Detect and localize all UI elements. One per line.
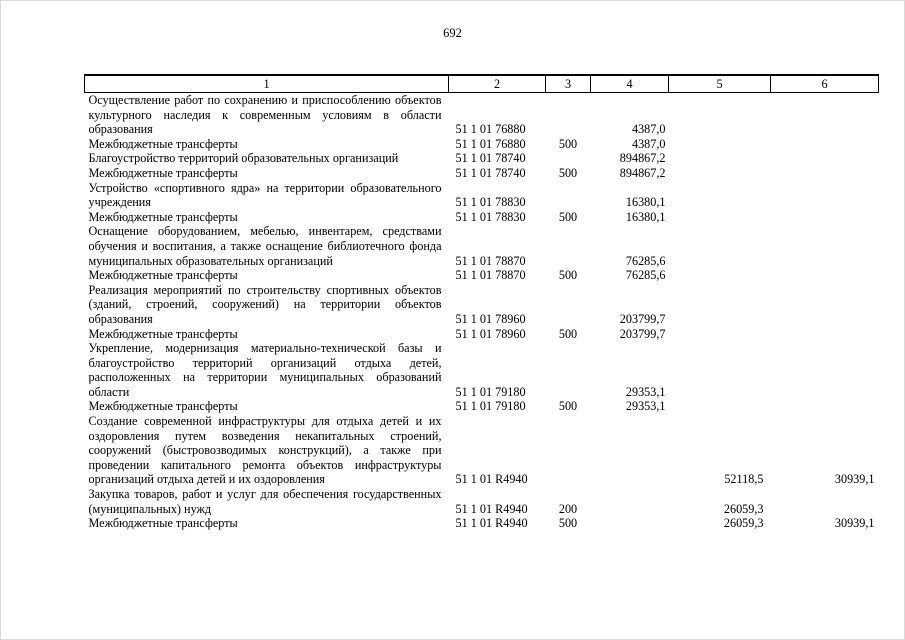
row-expense-type-code bbox=[546, 181, 591, 210]
row-description: Межбюджетные трансферты bbox=[88, 326, 238, 341]
row-expense-type-code: 500 bbox=[558, 326, 578, 341]
row-expense-type-code: 500 bbox=[558, 165, 578, 180]
table-row bbox=[85, 224, 879, 268]
row-budget-code: 51 1 01 79180 bbox=[455, 399, 526, 414]
row-amount-col5 bbox=[669, 327, 771, 342]
row-description: Создание современной инфраструктуры для отдыха детей и их оздоровления путем возведения некапитальных строений, сооружений (быстровозводимых конструкций), а также при проведении капитального ремонта объектов инфраструктуры организаций отдыха детей и их оздоровления bbox=[88, 414, 442, 487]
row-description: Реализация мероприятий по строительству спортивных объектов (зданий, строений, сооружений) на территории объектов образования bbox=[88, 282, 442, 326]
table-row bbox=[85, 268, 879, 283]
row-budget-code: 51 1 01 79180 bbox=[455, 384, 526, 399]
row-expense-type-code bbox=[546, 341, 591, 399]
row-amount-col5 bbox=[669, 137, 771, 152]
row-amount-col6 bbox=[771, 151, 879, 166]
table-row bbox=[85, 327, 879, 342]
row-description: Межбюджетные трансферты bbox=[88, 165, 238, 180]
row-description: Устройство «спортивного ядра» на территории образовательного учреждения bbox=[88, 180, 442, 210]
row-amount-col5: 52118,5 bbox=[724, 472, 764, 487]
budget-table bbox=[84, 74, 879, 531]
column-header-5: 5 bbox=[669, 75, 771, 93]
row-amount-col6 bbox=[771, 224, 879, 268]
row-amount-col5 bbox=[669, 93, 771, 137]
row-budget-code: 51 1 01 78830 bbox=[455, 195, 526, 210]
row-expense-type-code: 500 bbox=[558, 399, 578, 414]
row-expense-type-code bbox=[546, 414, 591, 487]
row-budget-code: 51 1 01 78960 bbox=[455, 326, 526, 341]
column-header-1: 1 bbox=[85, 75, 449, 93]
table-row bbox=[85, 166, 879, 181]
row-expense-type-code bbox=[546, 224, 591, 268]
row-amount-col6 bbox=[771, 181, 879, 210]
row-amount-col6 bbox=[771, 166, 879, 181]
row-amount-col4: 4387,0 bbox=[631, 122, 666, 137]
row-budget-code: 51 1 01 78740 bbox=[455, 165, 526, 180]
row-description: Благоустройство территорий образовательных организаций bbox=[88, 151, 399, 166]
row-amount-col6 bbox=[771, 487, 879, 516]
row-expense-type-code bbox=[546, 283, 591, 327]
row-description: Закупка товаров, работ и услуг для обеспечения государственных (муниципальных) нужд bbox=[88, 487, 442, 516]
row-amount-col5 bbox=[669, 151, 771, 166]
row-amount-col4: 16380,1 bbox=[625, 209, 666, 224]
row-amount-col4 bbox=[591, 414, 669, 487]
row-amount-col4: 76285,6 bbox=[625, 268, 666, 283]
row-amount-col4: 203799,7 bbox=[619, 326, 666, 341]
row-amount-col6 bbox=[771, 210, 879, 225]
row-amount-col6 bbox=[771, 327, 879, 342]
row-amount-col5 bbox=[669, 399, 771, 414]
row-amount-col6: 30939,1 bbox=[834, 516, 875, 531]
row-description: Оснащение оборудованием, мебелью, инвентарем, средствами обучения и воспитания, а также оснащение библиотечного фонда муниципальных образовательных организаций bbox=[88, 224, 442, 268]
row-budget-code: 51 1 01 R4940 bbox=[455, 472, 528, 487]
table-row bbox=[85, 137, 879, 152]
row-amount-col4: 894867,2 bbox=[619, 151, 666, 166]
table-row bbox=[85, 151, 879, 166]
row-description: Межбюджетные трансферты bbox=[88, 268, 238, 283]
row-description: Укрепление, модернизация материально-технической базы и благоустройство территорий организаций отдыха детей, расположенных на территории муниципальных образований области bbox=[88, 341, 442, 399]
column-header-4: 4 bbox=[591, 75, 669, 93]
row-amount-col4 bbox=[591, 487, 669, 516]
row-expense-type-code: 500 bbox=[558, 268, 578, 283]
row-amount-col4: 76285,6 bbox=[625, 253, 666, 268]
table-row bbox=[85, 516, 879, 531]
row-amount-col6: 30939,1 bbox=[834, 472, 875, 487]
table-body bbox=[85, 93, 879, 531]
row-amount-col4: 29353,1 bbox=[625, 384, 666, 399]
row-amount-col5: 26059,3 bbox=[723, 516, 764, 531]
row-amount-col4 bbox=[591, 516, 669, 531]
row-expense-type-code: 500 bbox=[558, 209, 578, 224]
row-amount-col4: 29353,1 bbox=[625, 399, 666, 414]
row-expense-type-code: 500 bbox=[558, 516, 578, 531]
row-expense-type-code: 500 bbox=[558, 136, 578, 151]
column-header-6: 6 bbox=[771, 75, 879, 93]
row-amount-col5 bbox=[669, 210, 771, 225]
row-amount-col5 bbox=[669, 283, 771, 327]
page-number: 692 bbox=[443, 26, 462, 40]
row-amount-col5: 26059,3 bbox=[723, 501, 764, 516]
row-amount-col6 bbox=[771, 341, 879, 399]
row-amount-col5 bbox=[669, 181, 771, 210]
table-header-row bbox=[85, 75, 879, 93]
table-row bbox=[85, 93, 879, 137]
table-row bbox=[85, 210, 879, 225]
row-amount-col5 bbox=[669, 224, 771, 268]
row-budget-code: 51 1 01 78830 bbox=[455, 209, 526, 224]
row-budget-code: 51 1 01 R4940 bbox=[455, 501, 528, 516]
row-amount-col6 bbox=[771, 268, 879, 283]
row-amount-col6 bbox=[771, 399, 879, 414]
row-expense-type-code bbox=[546, 151, 591, 166]
row-budget-code: 51 1 01 76880 bbox=[455, 122, 526, 137]
row-amount-col5 bbox=[669, 268, 771, 283]
row-description: Межбюджетные трансферты bbox=[88, 209, 238, 224]
row-amount-col6 bbox=[771, 93, 879, 137]
row-amount-col6 bbox=[771, 283, 879, 327]
column-header-2: 2 bbox=[449, 75, 546, 93]
row-budget-code: 51 1 01 78740 bbox=[455, 151, 526, 166]
table-row bbox=[85, 341, 879, 399]
row-budget-code: 51 1 01 78960 bbox=[455, 311, 526, 326]
row-budget-code: 51 1 01 76880 bbox=[455, 136, 526, 151]
row-amount-col4: 4387,0 bbox=[631, 136, 666, 151]
row-amount-col6 bbox=[771, 137, 879, 152]
table-row bbox=[85, 399, 879, 414]
row-amount-col4: 203799,7 bbox=[619, 311, 666, 326]
row-expense-type-code bbox=[546, 93, 591, 137]
table-row bbox=[85, 487, 879, 516]
table-row bbox=[85, 283, 879, 327]
row-amount-col4: 894867,2 bbox=[619, 165, 666, 180]
row-amount-col5 bbox=[669, 341, 771, 399]
row-description: Осуществление работ по сохранению и приспособлению объектов культурного наследия к современным условиям в области образования bbox=[88, 93, 442, 137]
row-description: Межбюджетные трансферты bbox=[88, 516, 238, 531]
row-description: Межбюджетные трансферты bbox=[88, 136, 238, 151]
row-amount-col4: 16380,1 bbox=[625, 195, 666, 210]
table-row bbox=[85, 414, 879, 487]
column-header-3: 3 bbox=[546, 75, 591, 93]
row-budget-code: 51 1 01 R4940 bbox=[455, 516, 528, 531]
row-amount-col5 bbox=[669, 166, 771, 181]
row-description: Межбюджетные трансферты bbox=[88, 399, 238, 414]
row-expense-type-code: 200 bbox=[558, 501, 578, 516]
table-row bbox=[85, 181, 879, 210]
row-budget-code: 51 1 01 78870 bbox=[455, 253, 526, 268]
row-budget-code: 51 1 01 78870 bbox=[455, 268, 526, 283]
